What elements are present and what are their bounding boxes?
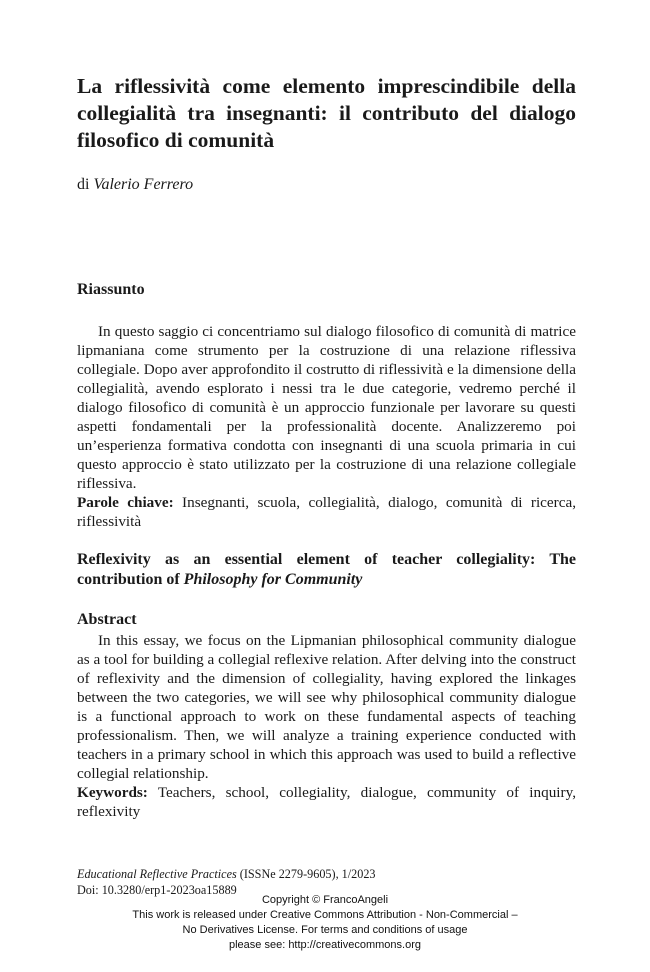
parole-chiave xyxy=(77,493,576,531)
doi: Doi: 10.3280/erp1-2023oa15889 xyxy=(77,883,237,897)
license-line-2: This work is released under Creative Commons Attribution - Non-Commercial – xyxy=(132,909,518,921)
journal-name: Educational Reflective Practices xyxy=(77,867,237,881)
riassunto-heading: Riassunto xyxy=(77,281,145,298)
keywords xyxy=(77,783,576,821)
parole-chiave-list: Insegnanti, scuola, collegialità, dialogo, comunità di ricerca, riflessività xyxy=(77,494,576,530)
riassunto-section xyxy=(77,322,576,531)
abstract-section xyxy=(77,631,576,821)
license-line-1: Copyright © FrancoAngeli xyxy=(261,894,389,906)
english-title xyxy=(77,550,576,590)
byline xyxy=(77,176,193,194)
license-line-3: No Derivatives License. For terms and conditions of usage xyxy=(182,924,468,936)
parole-chiave-label: Parole chiave: xyxy=(77,494,174,511)
license-line-4: please see: http://creativecommons.org xyxy=(229,939,421,951)
byline-prefix: di xyxy=(77,176,90,193)
abstract-body: In this essay, we focus on the Lipmanian philosophical community dialogue as a tool for building a collegial reflexive relation. After delving into the construct of reflexivity and the dimension of collegiality, having explored the linkages between the two categories, we will see why philosophical community dialogue is a functional approach to work on these fundamental aspects of teaching professionalism. Then, we will analyze a training experience conducted with teachers in a primary school in which this approach was used to build a reflective collegial relationship. xyxy=(77,632,576,782)
keywords-label: Keywords: xyxy=(77,784,148,801)
journal-issn: (ISSNe 2279-9605), 1/2023 xyxy=(239,867,376,881)
license-notice xyxy=(0,893,650,953)
abstract-heading: Abstract xyxy=(77,611,137,628)
paper-title: La riflessività come elemento imprescindibile della collegialità tra insegnanti: il contributo del dialogo filosofico di comunità xyxy=(77,74,576,152)
keywords-list: Teachers, school, collegiality, dialogue, community of inquiry, reflexivity xyxy=(77,784,576,820)
author-name: Valerio Ferrero xyxy=(93,176,194,193)
english-title-italic: Philosophy for Community xyxy=(183,571,363,588)
riassunto-body: In questo saggio ci concentriamo sul dialogo filosofico di comunità di matrice lipmaniana come strumento per la costruzione di una relazione riflessiva collegiale. Dopo aver approfondito il costrutto di riflessività e la dimensione della collegialità, avendo esplorato i nessi tra le due categorie, vedremo perché il dialogo filosofico di comunità è un approccio funzionale per lavorare su questi aspetti fondamentali per la professionalità docente. Analizzeremo poi un’esperienza formativa condotta con insegnanti di una scuola primaria in cui questo approccio è stato utilizzato per la costruzione di una relazione collegiale riflessiva. xyxy=(77,323,576,492)
english-title-main: Reflexivity as an essential element of teacher collegiality: The contribution of xyxy=(77,551,576,588)
